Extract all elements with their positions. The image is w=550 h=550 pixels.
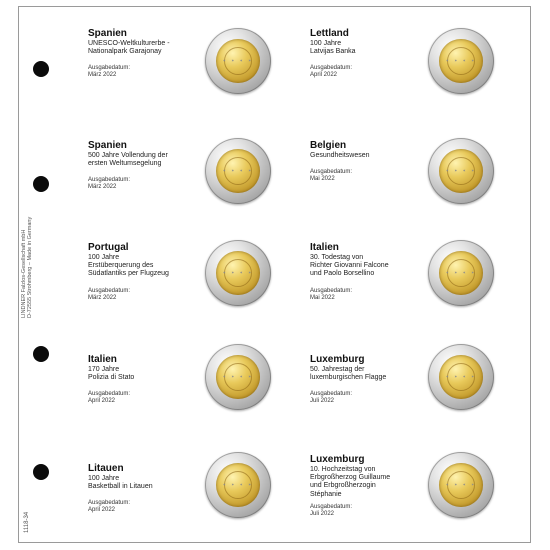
issue-date-label: Ausgabedatum: — [310, 391, 353, 398]
entry-country: Luxemburg — [310, 454, 365, 465]
entry-description: 10. Hochzeitstag von Erbgroßherzog Guillaume und Erbgroßherzogin Stéphanie — [310, 466, 391, 498]
entry-7 — [88, 354, 208, 405]
issue-date: März 2022 — [88, 294, 117, 301]
coin-spain-garajonay: ✶ ✶ ✶ ✶ — [205, 28, 271, 94]
punch-hole-3 — [33, 346, 49, 362]
entry-country: Portugal — [88, 242, 129, 253]
issue-date-label: Ausgabedatum: — [310, 287, 353, 294]
coin-italy-falcone: ✶ ✶ ✶ ✶ — [428, 240, 494, 306]
issue-date: April 2022 — [310, 72, 338, 79]
coin-lithuania-basketball: ✶ ✶ ✶ ✶ — [205, 452, 271, 518]
entry-description: 100 Jahre Latvijas Banka — [310, 40, 356, 56]
issue-date-label: Ausgabedatum: — [88, 177, 131, 184]
entry-country: Spanien — [88, 140, 127, 151]
entry-description: 170 Jahre Polizia di Stato — [88, 366, 135, 382]
punch-hole-4 — [33, 464, 49, 480]
entry-country: Luxemburg — [310, 354, 365, 365]
manufacturer-line-1: LINDNER Falzlos-Gesellschaft mbH — [21, 229, 27, 318]
entry-6 — [310, 242, 430, 302]
entry-5 — [88, 242, 208, 302]
entry-country: Litauen — [88, 463, 124, 474]
entry-country: Lettland — [310, 28, 349, 39]
issue-date: März 2022 — [88, 184, 117, 191]
issue-date-label: Ausgabedatum: — [310, 503, 353, 510]
punch-hole-1 — [33, 61, 49, 77]
issue-date-label: Ausgabedatum: — [88, 391, 131, 398]
entry-4 — [310, 140, 430, 183]
entry-description: 100 Jahre Erstüberquerung des Südatlantiks per Flugzeug — [88, 254, 169, 278]
entry-description: 500 Jahre Vollendung der ersten Weltumsegelung — [88, 152, 168, 168]
entry-description: 50. Jahrestag der luxemburgischen Flagge — [310, 366, 387, 382]
entry-9 — [88, 463, 208, 514]
entry-description: 100 Jahre Basketball in Litauen — [88, 475, 153, 491]
entry-1 — [88, 28, 208, 79]
coin-luxembourg-wedding: ✶ ✶ ✶ ✶ — [428, 452, 494, 518]
coin-belgium-healthcare: ✶ ✶ ✶ ✶ — [428, 138, 494, 204]
coin-latvia-bank: ✶ ✶ ✶ ✶ — [428, 28, 494, 94]
issue-date: Juli 2022 — [310, 398, 335, 405]
entry-3 — [88, 140, 208, 191]
issue-date: April 2022 — [88, 398, 116, 405]
entry-country: Belgien — [310, 140, 347, 151]
issue-date: März 2022 — [88, 72, 117, 79]
issue-date-label: Ausgabedatum: — [310, 65, 353, 72]
entry-description: 30. Todestag von Richter Giovanni Falcone und Paolo Borsellino — [310, 254, 389, 278]
punch-hole-2 — [33, 176, 49, 192]
entry-country: Italien — [88, 354, 117, 365]
entry-2 — [310, 28, 430, 79]
coin-luxembourg-flag: ✶ ✶ ✶ ✶ — [428, 344, 494, 410]
issue-date-label: Ausgabedatum: — [88, 500, 131, 507]
entry-country: Italien — [310, 242, 339, 253]
article-number: 1118-34 — [24, 511, 30, 533]
issue-date: Mai 2022 — [310, 294, 335, 301]
entry-country: Spanien — [88, 28, 127, 39]
coin-italy-polizia: ✶ ✶ ✶ ✶ — [205, 344, 271, 410]
manufacturer-line-2: D-72555 Strohmberg – Made in Germany — [27, 216, 34, 318]
entry-description: Gesundheitswesen — [310, 152, 370, 159]
coin-spain-circumnavigation: ✶ ✶ ✶ ✶ — [205, 138, 271, 204]
issue-date-label: Ausgabedatum: — [310, 169, 353, 176]
entry-8 — [310, 354, 430, 405]
issue-date-label: Ausgabedatum: — [88, 287, 131, 294]
issue-date: Mai 2022 — [310, 176, 335, 183]
issue-date-label: Ausgabedatum: — [88, 65, 131, 72]
coin-portugal-flight: ✶ ✶ ✶ ✶ — [205, 240, 271, 306]
entry-description: UNESCO-Weltkulturerbe - Nationalpark Garajonay — [88, 40, 170, 56]
issue-date: April 2022 — [88, 507, 116, 514]
manufacturer-imprint — [21, 217, 34, 318]
issue-date: Juli 2022 — [310, 510, 335, 517]
entry-10 — [310, 454, 430, 518]
